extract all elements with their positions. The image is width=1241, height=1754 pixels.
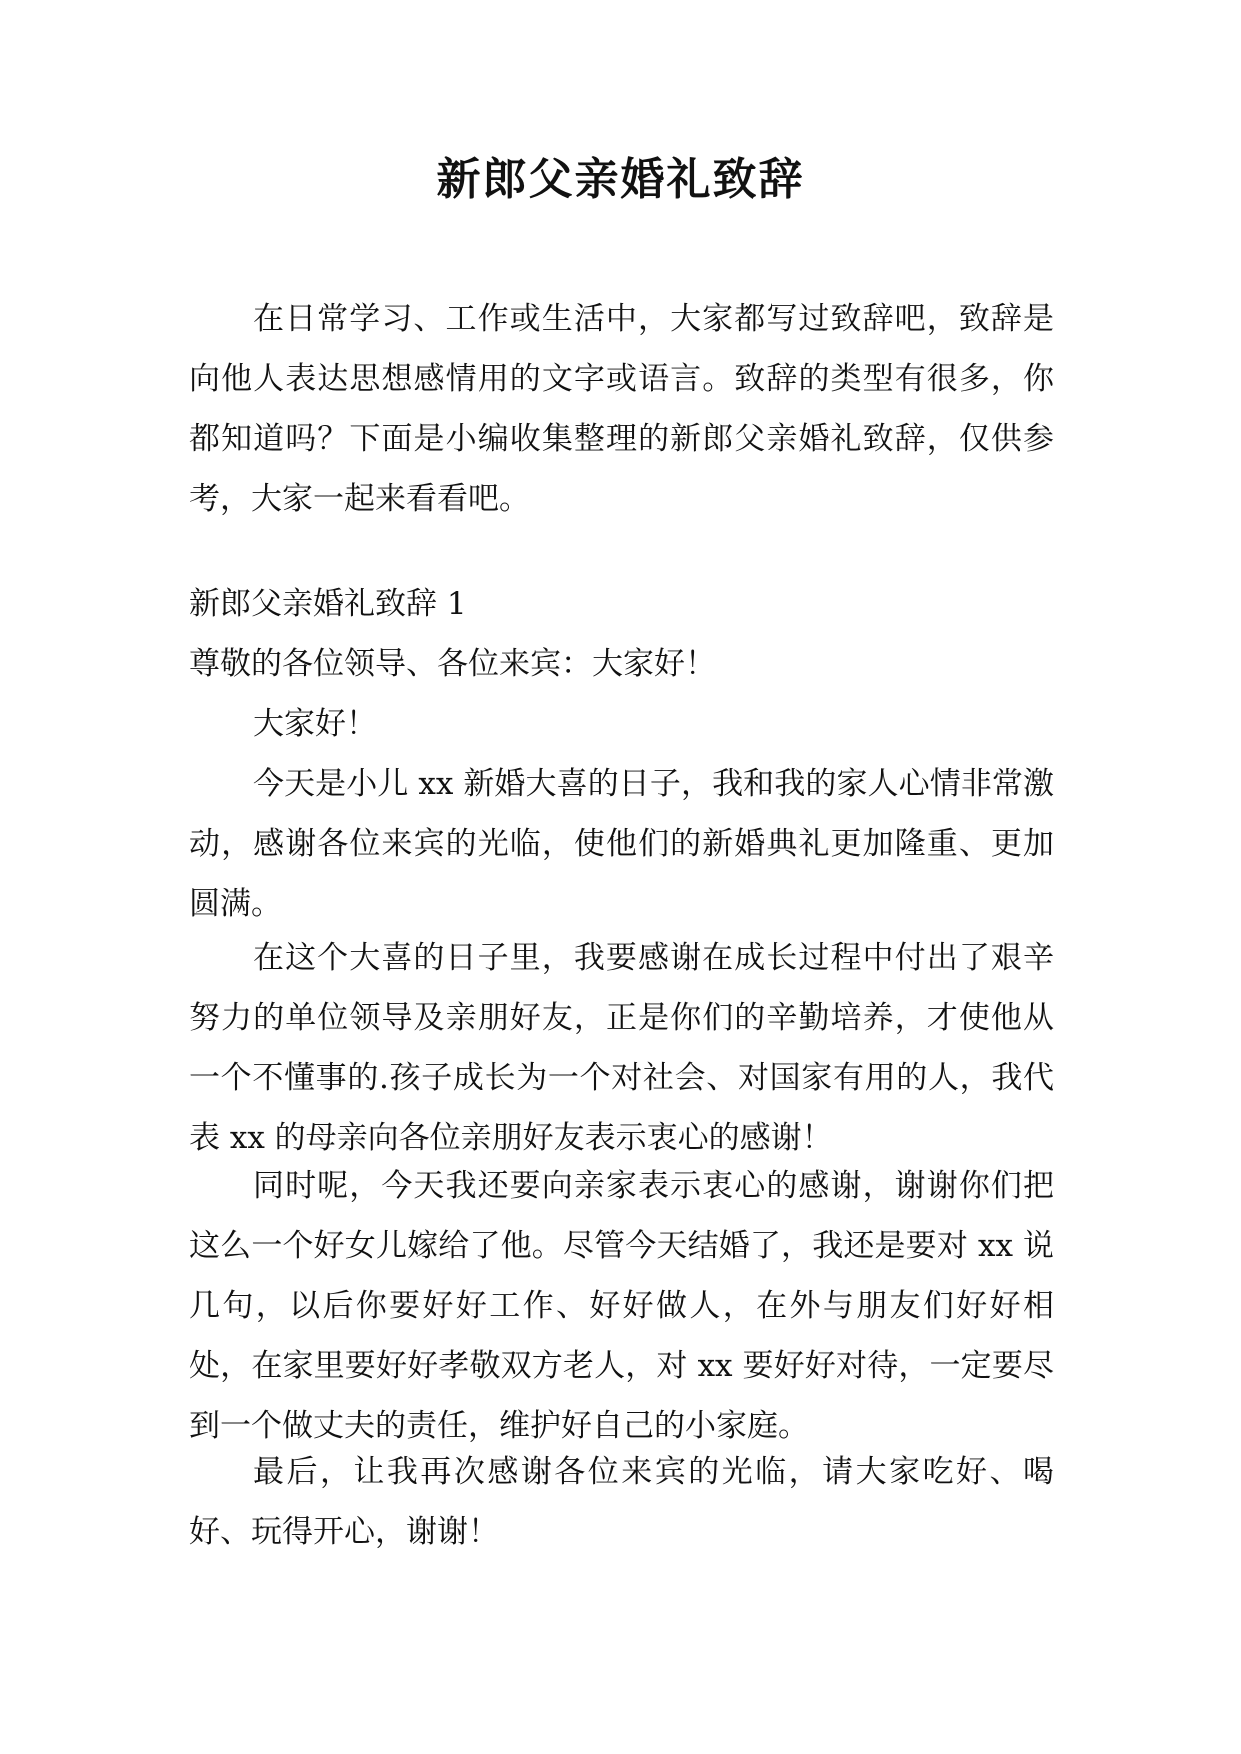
speech-paragraph: 在这个大喜的日子里，我要感谢在成长过程中付出了艰辛努力的单位领导及亲朋好友，正是你们的辛勤培养，才使他从一个不懂事的.孩子成长为一个对社会、对国家有用的人，我代表 xx 的母亲向各位亲朋好友表示衷心的感谢！ [189, 940, 1054, 1156]
greeting: 大家好！ [253, 706, 377, 742]
intro-paragraph: 在日常学习、工作或生活中，大家都写过致辞吧，致辞是向他人表达思想感情用的文字或语言。致辞的类型有很多，你都知道吗？下面是小编收集整理的新郎父亲婚礼致辞，仅供参考，大家一起来看看吧。 [189, 301, 1054, 517]
salutation: 尊敬的各位领导、各位来宾：大家好！ [189, 646, 716, 682]
speech-paragraph: 今天是小儿 xx 新婚大喜的日子，我和我的家人心情非常激动，感谢各位来宾的光临，使他们的新婚典礼更加隆重、更加圆满。 [189, 766, 1054, 922]
section-heading: 新郎父亲婚礼致辞 1 [189, 586, 467, 622]
speech-paragraph: 同时呢，今天我还要向亲家表示衷心的感谢，谢谢你们把这么一个好女儿嫁给了他。尽管今天结婚了，我还是要对 xx 说几句，以后你要好好工作、好好做人，在外与朋友们好好相处，在家里要好好孝敬双方老人，对 xx 要好好对待，一定要尽到一个做丈夫的责任，维护好自己的小家庭。 [189, 1168, 1054, 1444]
document-title: 新郎父亲婚礼致辞 [436, 154, 805, 205]
speech-paragraph: 最后，让我再次感谢各位来宾的光临，请大家吃好、喝好、玩得开心，谢谢！ [189, 1454, 1054, 1550]
